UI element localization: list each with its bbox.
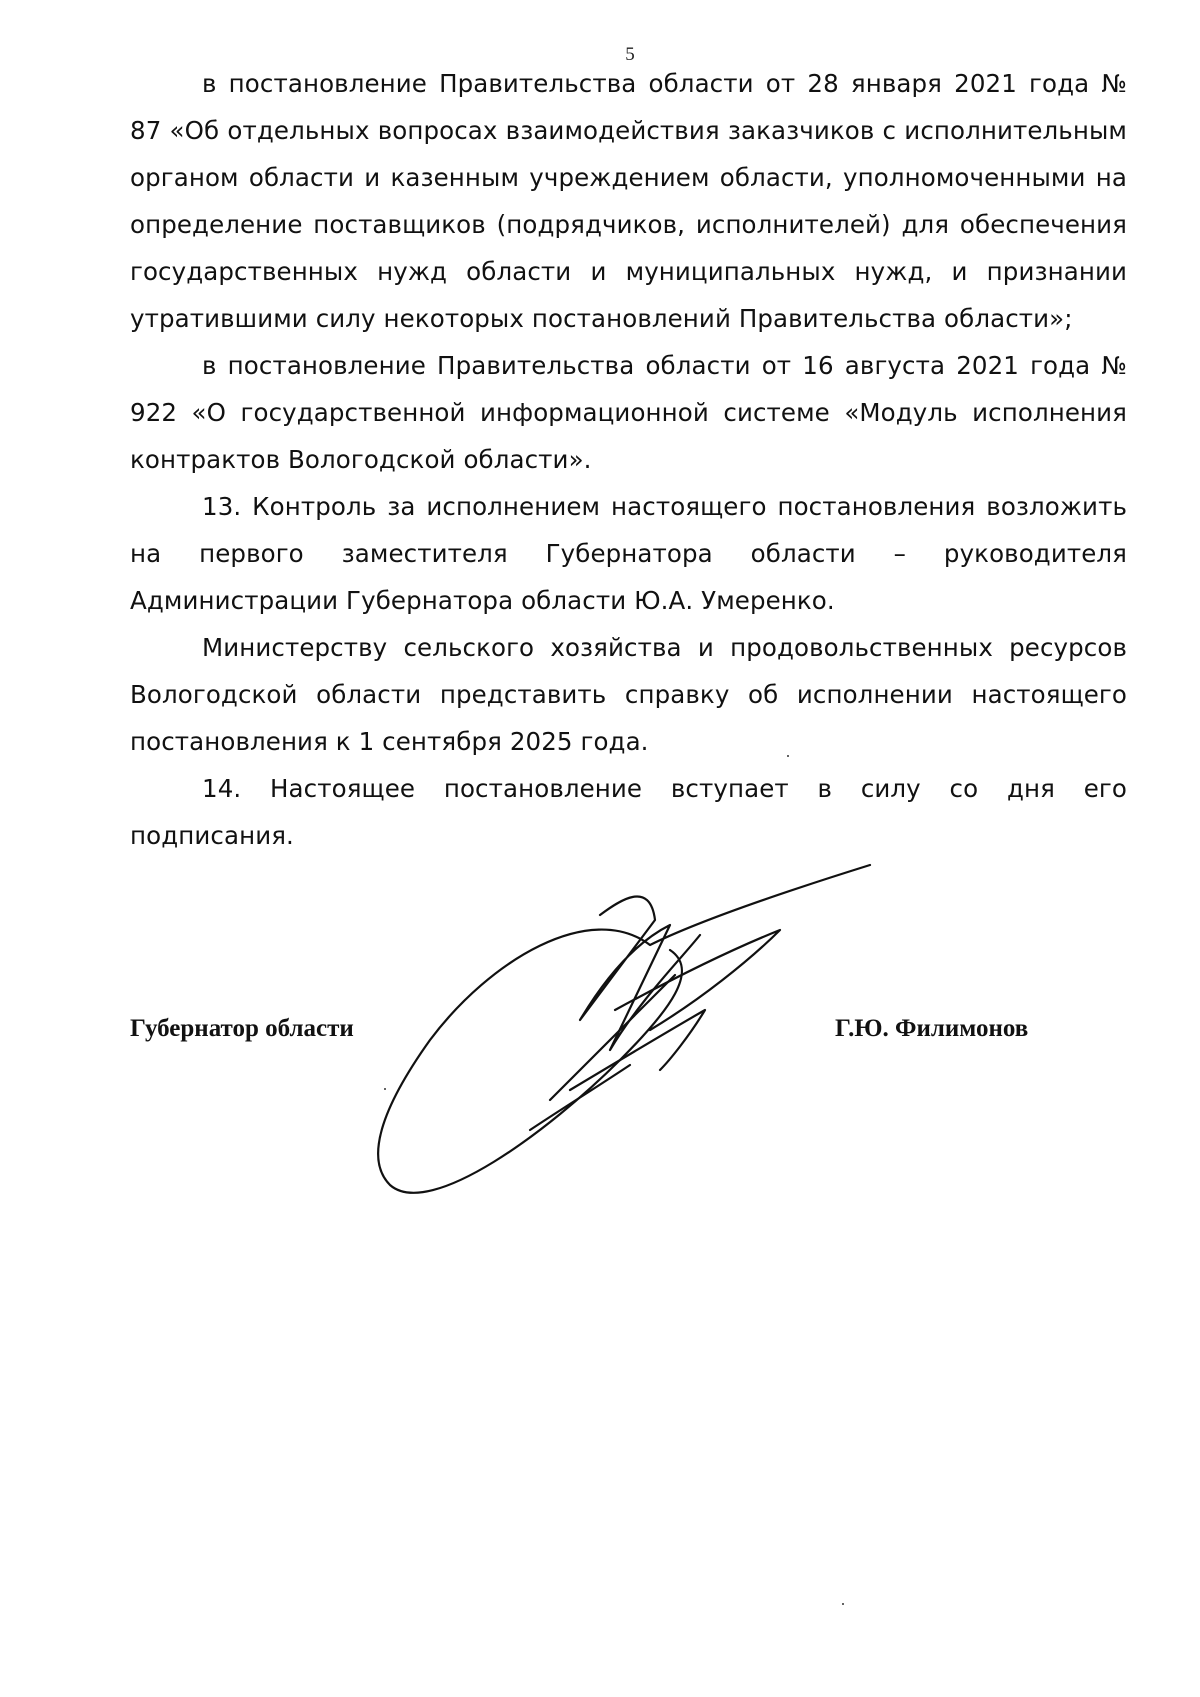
paragraph-control: 13. Контроль за исполнением настоящего постановления возложить на первого заместителя Губернатора области – руководителя Администрации Губернатора области Ю.А. Умеренко. bbox=[130, 492, 1127, 615]
paragraph-ministry-report: Министерству сельского хозяйства и продовольственных ресурсов Вологодской области представить справку об исполнении настоящего постановления к 1 сентября 2025 года. bbox=[130, 633, 1127, 756]
page-number: 5 bbox=[625, 44, 635, 65]
scan-speck bbox=[787, 755, 789, 757]
paragraph-amendment-922: в постановление Правительства области от 16 августа 2021 года № 922 «О государственной информационной системе «Модуль исполнения контрактов Вологодской области». bbox=[130, 351, 1127, 474]
paragraph-effective-date: 14. Настоящее постановление вступает в силу со дня его подписания. bbox=[130, 774, 1127, 850]
scan-speck bbox=[384, 1088, 386, 1090]
paragraph-amendment-87: в постановление Правительства области от 28 января 2021 года № 87 «Об отдельных вопросах взаимодействия заказчиков с исполнительным органом области и казенным учреждением области, уполномоченными на определение поставщиков (подрядчиков, исполнителей) для обеспечения государственных нужд области и муниципальных нужд, и признании утратившими силу некоторых постановлений Правительства области»; bbox=[130, 69, 1127, 333]
signatory-title: Губернатор области bbox=[130, 1015, 354, 1042]
signature-block bbox=[130, 1015, 1060, 1055]
document-body bbox=[130, 60, 1127, 859]
signatory-name: Г.Ю. Филимонов bbox=[835, 1015, 1029, 1042]
scan-speck bbox=[842, 1603, 844, 1605]
